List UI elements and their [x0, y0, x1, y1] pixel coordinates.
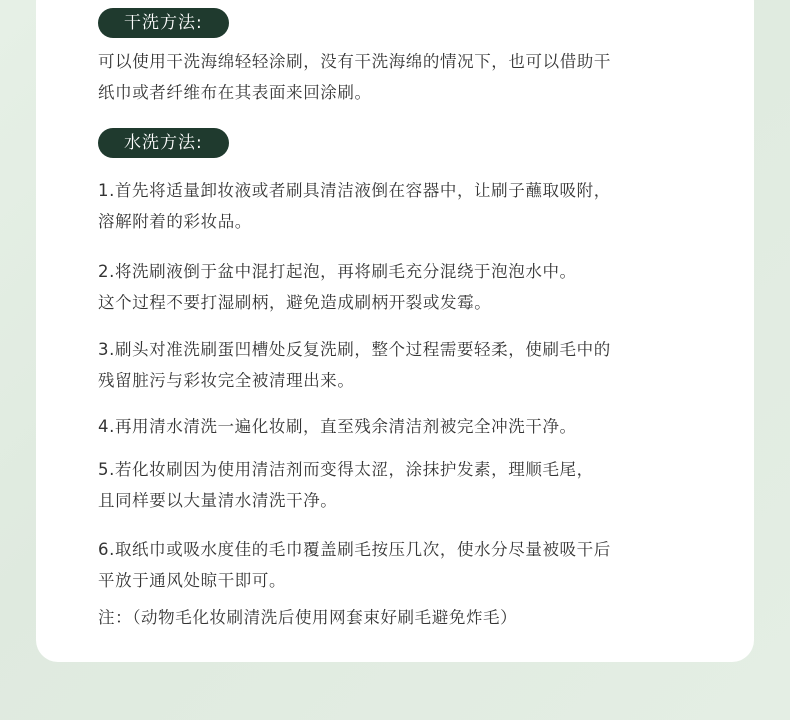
- wash-note: [98, 602, 698, 633]
- step-line: 残留脏污与彩妆完全被清理出来。: [98, 371, 355, 390]
- step-line: 2.将洗刷液倒于盆中混打起泡，再将刷毛充分混绕于泡泡水中。: [98, 262, 577, 281]
- wash-step-6: [98, 534, 698, 596]
- wash-step-2: [98, 256, 698, 318]
- step-line: 6.取纸巾或吸水度佳的毛巾覆盖刷毛按压几次，使水分尽量被吸干后: [98, 540, 611, 559]
- dry-clean-line: 可以使用干洗海绵轻轻涂刷，没有干洗海绵的情况下，也可以借助干: [98, 52, 611, 71]
- step-line: 溶解附着的彩妆品。: [98, 212, 252, 231]
- step-line: 这个过程不要打湿刷柄，避免造成刷柄开裂或发霉。: [98, 293, 492, 312]
- dry-clean-title: 干洗方法:: [98, 8, 229, 38]
- wash-step-3: [98, 334, 698, 396]
- wash-step-5: [98, 454, 698, 516]
- note-line: 注：（动物毛化妆刷清洗后使用网套束好刷毛避免炸毛）: [98, 608, 518, 627]
- step-line: 1.首先将适量卸妆液或者刷具清洁液倒在容器中，让刷子蘸取吸附，: [98, 181, 611, 200]
- step-line: 4.再用清水清洗一遍化妆刷，直至残余清洁剂被完全冲洗干净。: [98, 417, 577, 436]
- step-line: 且同样要以大量清水清洗干净。: [98, 491, 338, 510]
- dry-clean-text: [98, 46, 698, 108]
- dry-clean-line: 纸巾或者纤维布在其表面来回涂刷。: [98, 83, 372, 102]
- wash-step-1: [98, 175, 698, 237]
- step-line: 3.刷头对准洗刷蛋凹槽处反复洗刷，整个过程需要轻柔，使刷毛中的: [98, 340, 611, 359]
- wash-step-4: [98, 411, 698, 442]
- wash-clean-title: 水洗方法:: [98, 128, 229, 158]
- step-line: 平放于通风处晾干即可。: [98, 571, 287, 590]
- step-line: 5.若化妆刷因为使用清洁剂而变得太涩，涂抹护发素，理顺毛尾，: [98, 460, 594, 479]
